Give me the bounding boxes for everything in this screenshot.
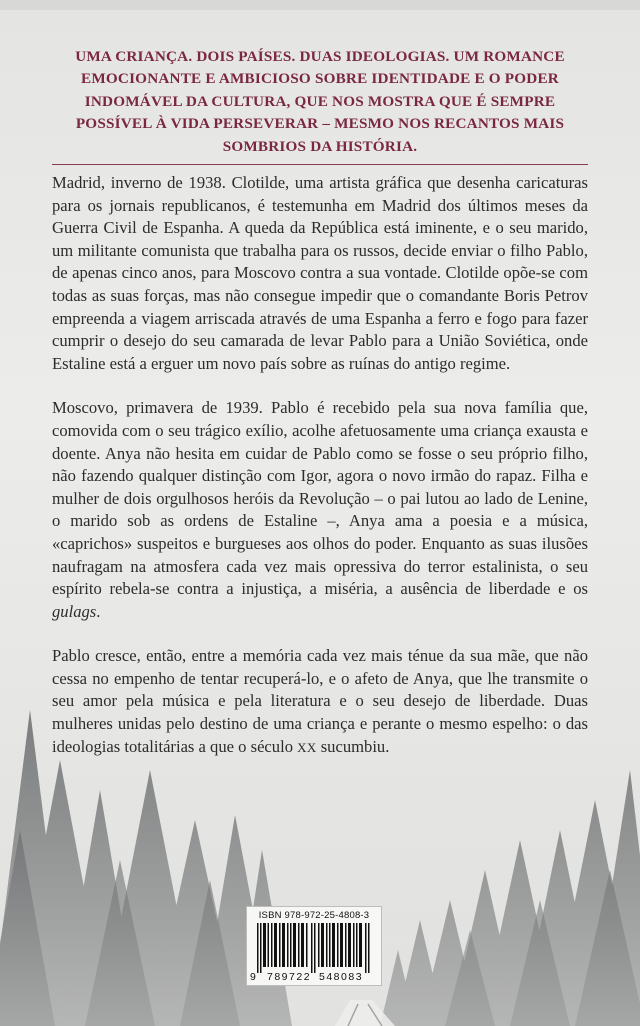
paragraph-3-text: Pablo cresce, então, entre a memória cada vez mais ténue da sua mãe, que não cessa no empenho de tentar recuperá-lo, e o afeto de Anya, que lhe transmite o seu amor pela música e pela literatura e o seu desejo de liberdade. Duas mulheres unidas pelo destino de uma criança e perante o mesmo espelho: o das ideologias totalitárias a que o século xyxy=(52,646,588,756)
paragraph-2-end: . xyxy=(96,601,101,621)
synopsis-paragraph-3 xyxy=(52,645,588,759)
barcode-label xyxy=(246,906,382,986)
paragraph-3-end: sucumbiu. xyxy=(316,736,390,756)
tagline-divider xyxy=(52,164,588,165)
isbn-text: ISBN 978-972-25-4808-3 xyxy=(258,910,370,921)
tagline: UMA CRIANÇA. DOIS PAÍSES. DUAS IDEOLOGIAS. UM ROMANCE EMOCIONANTE E AMBICIOSO SOBRE IDENTIDADE E O PODER INDOMÁVEL DA CULTURA, QUE NOS MOSTRA QUE É SEMPRE POSSÍVEL À VIDA PERSEVERAR – MESMO NOS RECANTOS MAIS SOMBRIOS DA HISTÓRIA. xyxy=(75,48,565,155)
century-smallcaps: XX xyxy=(297,739,317,755)
synopsis-paragraph-2 xyxy=(52,397,588,623)
gulags-italic: gulags xyxy=(52,601,97,621)
barcode-digit-group-2: 548083 xyxy=(319,971,364,983)
barcode-digit-group-1: 789722 xyxy=(267,971,312,983)
barcode-bars xyxy=(257,923,371,973)
synopsis xyxy=(52,172,588,781)
paragraph-2-text: Moscovo, primavera de 1939. Pablo é recebido pela sua nova família que, comovida com o seu trágico exílio, acolhe afetuosamente uma criança exausta e doente. Anya não hesita em cuidar de Pablo como se fosse o seu próprio filho, não fazendo qualquer distinção com Igor, agora o novo irmão do rapaz. Filha e mulher de dois orgulhosos heróis da Revolução – o pai lutou ao lado de Lenine, o marido sob as ordens de Estaline –, Anya ama a poesia e a música, «caprichos» suspeitos e burgueses aos olhos do poder. Enquanto as suas ilusões naufragam na atmosfera cada vez mais opressiva do terror estalinista, o seu espírito rebela-se contra a injustiça, a miséria, a ausência de liberdade e os xyxy=(52,398,588,599)
barcode-digit-lead: 9 xyxy=(250,971,256,983)
synopsis-paragraph-1: Madrid, inverno de 1938. Clotilde, uma artista gráfica que desenha caricaturas para os jornais republicanos, é testemunha em Madrid dos últimos meses da Guerra Civil de Espanha. A queda da República está iminente, e o seu marido, um militante comunista que trabalha para os russos, decide enviar o filho Pablo, de apenas cinco anos, para Moscovo contra a sua vontade. Clotilde opõe-se com todas as suas forças, mas não consegue impedir que o comandante Boris Petrov empreenda a viagem arriscada através de uma Espanha a ferro e fogo para fazer cumprir o desejo do seu camarada de levar Pablo para a União Soviética, onde Estaline está a erguer um novo país sobre as ruínas do antigo regime. xyxy=(52,173,588,373)
